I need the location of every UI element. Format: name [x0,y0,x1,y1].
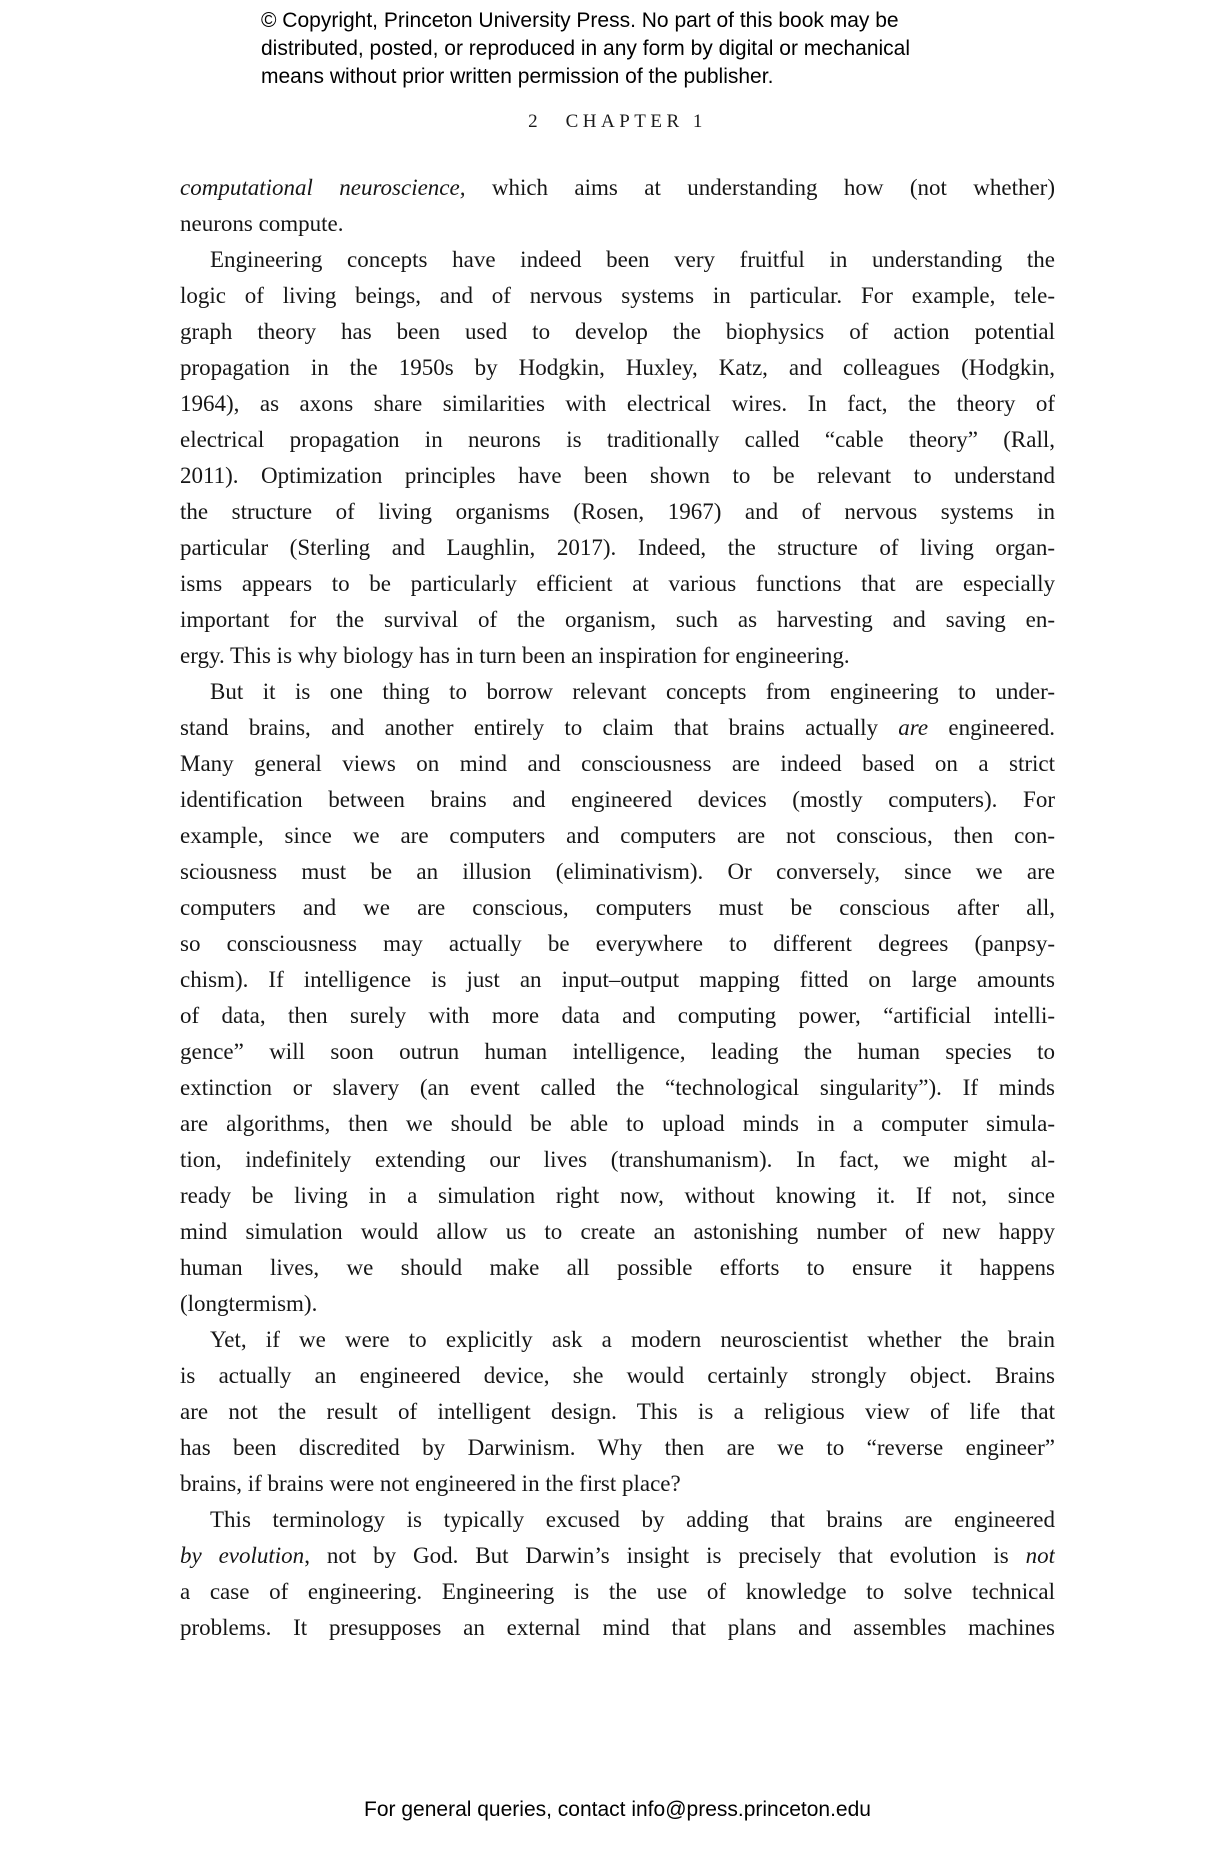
body-line: ready be living in a simulation right now, without knowing it. If not, since [180,1183,1055,1208]
body-line: is actually an engineered device, she would certainly strongly object. Brains [180,1363,1055,1388]
body-line: gence” will soon outrun human intelligence, leading the human species to [180,1039,1055,1064]
copyright-line: means without prior written permission of the publisher. [261,65,774,88]
body-line: has been discredited by Darwinism. Why then are we to “reverse engineer” [180,1435,1055,1460]
body-text [180,170,1055,1646]
running-head [180,111,1055,133]
body-line: computational neuroscience, which aims at understanding how (not whether) [180,175,1055,200]
body-line: of data, then surely with more data and computing power, “artificial intelli- [180,1003,1055,1028]
body-line: sciousness must be an illusion (eliminativism). Or conversely, since we are [180,859,1055,884]
body-line: stand brains, and another entirely to claim that brains actually are engineered. [180,715,1055,740]
body-line: Engineering concepts have indeed been very fruitful in understanding the [210,247,1055,272]
body-line: 1964), as axons share similarities with electrical wires. In fact, the theory of [180,391,1055,416]
body-line: isms appears to be particularly efficient at various functions that are especially [180,571,1055,596]
body-line: tion, indefinitely extending our lives (transhumanism). In fact, we might al- [180,1147,1055,1172]
body-line: so consciousness may actually be everywhere to different degrees (panpsy- [180,931,1055,956]
body-line: Yet, if we were to explicitly ask a modern neuroscientist whether the brain [210,1327,1055,1352]
body-line: logic of living beings, and of nervous systems in particular. For example, tele- [180,283,1055,308]
chapter-label: CHAPTER 1 [565,111,707,132]
body-line: chism). If intelligence is just an input–output mapping fitted on large amounts [180,967,1055,992]
copyright-notice [261,7,910,91]
body-line: This terminology is typically excused by adding that brains are engineered [210,1507,1055,1532]
body-line: electrical propagation in neurons is traditionally called “cable theory” (Rall, [180,427,1055,452]
body-line: extinction or slavery (an event called the “technological singularity”). If minds [180,1075,1055,1100]
body-line: a case of engineering. Engineering is the use of knowledge to solve technical [180,1579,1055,1604]
page-number: 2 [528,111,540,132]
body-line: brains, if brains were not engineered in the first place? [180,1471,681,1496]
body-line: are algorithms, then we should be able to upload minds in a computer simula- [180,1111,1055,1136]
body-line: by evolution, not by God. But Darwin’s insight is precisely that evolution is not [180,1543,1055,1568]
page-footer [180,1796,1055,1823]
body-line: the structure of living organisms (Rosen, 1967) and of nervous systems in [180,499,1055,524]
body-line: important for the survival of the organism, such as harvesting and saving en- [180,607,1055,632]
body-line: propagation in the 1950s by Hodgkin, Huxley, Katz, and colleagues (Hodgkin, [180,355,1055,380]
contact-info: For general queries, contact info@press.princeton.edu [364,1798,871,1821]
body-line: human lives, we should make all possible efforts to ensure it happens [180,1255,1055,1280]
body-line: ergy. This is why biology has in turn been an inspiration for engineering. [180,643,850,668]
copyright-line: distributed, posted, or reproduced in any form by digital or mechanical [261,37,911,60]
body-line: neurons compute. [180,211,344,236]
copyright-line: © Copyright, Princeton University Press. No part of this book may be [261,9,899,32]
body-line: graph theory has been used to develop the biophysics of action potential [180,319,1055,344]
body-line: 2011). Optimization principles have been shown to be relevant to understand [180,463,1055,488]
body-line: example, since we are computers and computers are not conscious, then con- [180,823,1055,848]
body-line: (longtermism). [180,1291,318,1316]
body-line: computers and we are conscious, computers must be conscious after all, [180,895,1055,920]
body-line: Many general views on mind and consciousness are indeed based on a strict [180,751,1055,776]
body-line: particular (Sterling and Laughlin, 2017). Indeed, the structure of living organ- [180,535,1055,560]
body-line: problems. It presupposes an external mind that plans and assembles machines [180,1615,1055,1640]
body-line: But it is one thing to borrow relevant concepts from engineering to under- [210,679,1055,704]
body-line: mind simulation would allow us to create an astonishing number of new happy [180,1219,1055,1244]
body-line: are not the result of intelligent design. This is a religious view of life that [180,1399,1055,1424]
body-line: identification between brains and engineered devices (mostly computers). For [180,787,1055,812]
